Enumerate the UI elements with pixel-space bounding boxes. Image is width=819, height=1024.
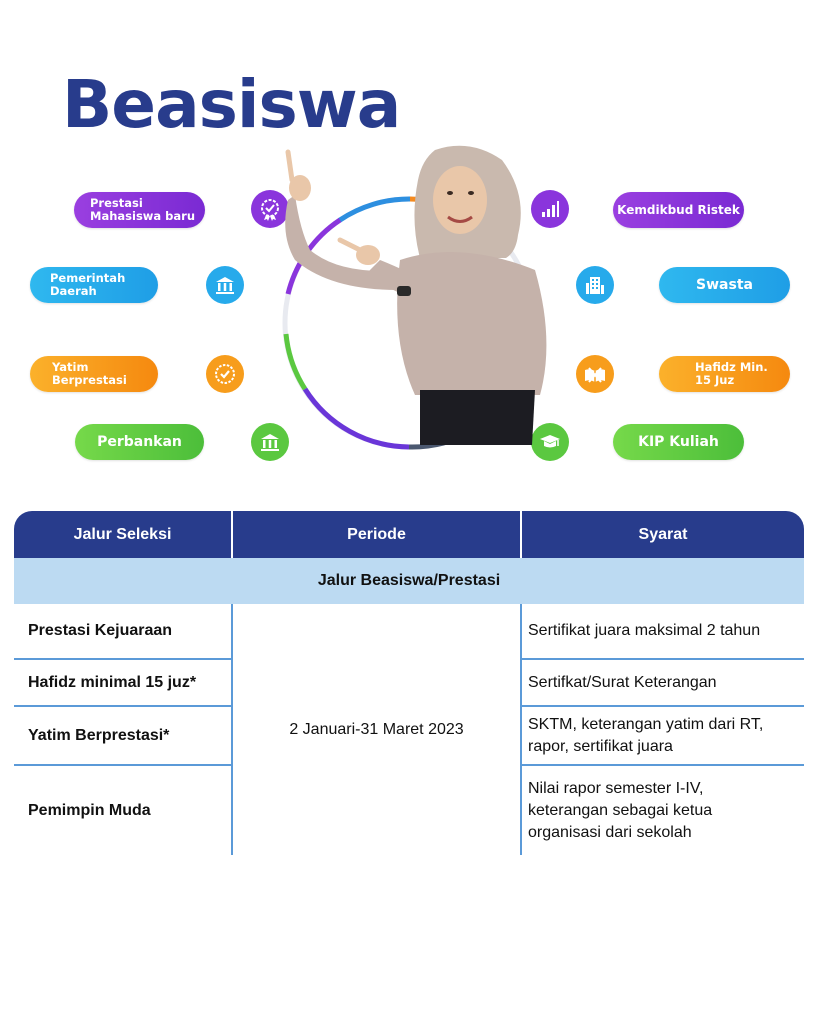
table-row (14, 604, 804, 659)
category-label: KIP Kuliah (638, 434, 719, 450)
requirement-line: SKTM, keterangan yatim dari RT, (528, 715, 764, 733)
row-requirement (521, 604, 804, 659)
office-building-icon (576, 266, 614, 304)
category-label-line2: 15 Juz (695, 373, 735, 387)
table-header-row (14, 511, 804, 558)
category-label: Perbankan (97, 434, 182, 450)
section-title: Jalur Beasiswa/Prestasi (14, 558, 804, 604)
row-name: Prestasi Kejuaraan (14, 604, 232, 659)
header-jalur-seleksi: Jalur Seleksi (14, 511, 232, 558)
row-requirement (521, 659, 804, 706)
category-label-line2: Daerah (50, 284, 97, 298)
award-medal-icon (206, 355, 244, 393)
page-title: Beasiswa (62, 66, 401, 143)
government-building-icon (206, 266, 244, 304)
category-label: Kemdikbud Ristek (617, 203, 740, 217)
period-cell: 2 Januari-31 Maret 2023 (232, 604, 521, 855)
category-kemdikbud-ristek[interactable] (613, 192, 744, 228)
requirement-line: Sertifikat juara maksimal 2 tahun (528, 622, 761, 639)
student-photo (270, 140, 560, 460)
category-swasta[interactable] (659, 267, 790, 303)
requirement-line: keterangan sebagai ketua (528, 801, 713, 819)
selection-table (14, 511, 804, 855)
quran-book-icon (576, 355, 614, 393)
category-label-line2: Berprestasi (52, 373, 127, 387)
row-name: Pemimpin Muda (14, 765, 232, 855)
requirement-line: organisasi dari sekolah (528, 823, 692, 841)
category-prestasi-mahasiswa-baru[interactable] (74, 192, 205, 228)
category-yatim-berprestasi[interactable] (30, 356, 158, 392)
category-kip-kuliah[interactable] (613, 424, 744, 460)
requirement-line: rapor, sertifikat juara (528, 737, 673, 755)
category-label-line2: Mahasiswa baru (90, 209, 196, 223)
row-name: Yatim Berprestasi* (14, 706, 232, 765)
category-pemerintah-daerah[interactable] (30, 267, 158, 303)
category-label-line1: Pemerintah (50, 271, 126, 285)
header-syarat: Syarat (521, 511, 804, 558)
header-periode: Periode (232, 511, 521, 558)
category-label-line1: Prestasi (90, 196, 143, 210)
category-perbankan[interactable] (75, 424, 204, 460)
category-label-line1: Yatim (52, 360, 89, 374)
category-label-line1: Hafidz Min. (695, 360, 768, 374)
category-label: Swasta (696, 277, 753, 293)
section-row (14, 558, 804, 604)
requirement-line: Nilai rapor semester I-IV, (528, 779, 704, 797)
row-name: Hafidz minimal 15 juz* (14, 659, 232, 706)
requirement-line: Sertifkat/Surat Keterangan (528, 673, 717, 691)
row-requirement (521, 706, 804, 765)
category-hafidz-min-15-juz[interactable] (659, 356, 790, 392)
row-requirement (521, 765, 804, 855)
